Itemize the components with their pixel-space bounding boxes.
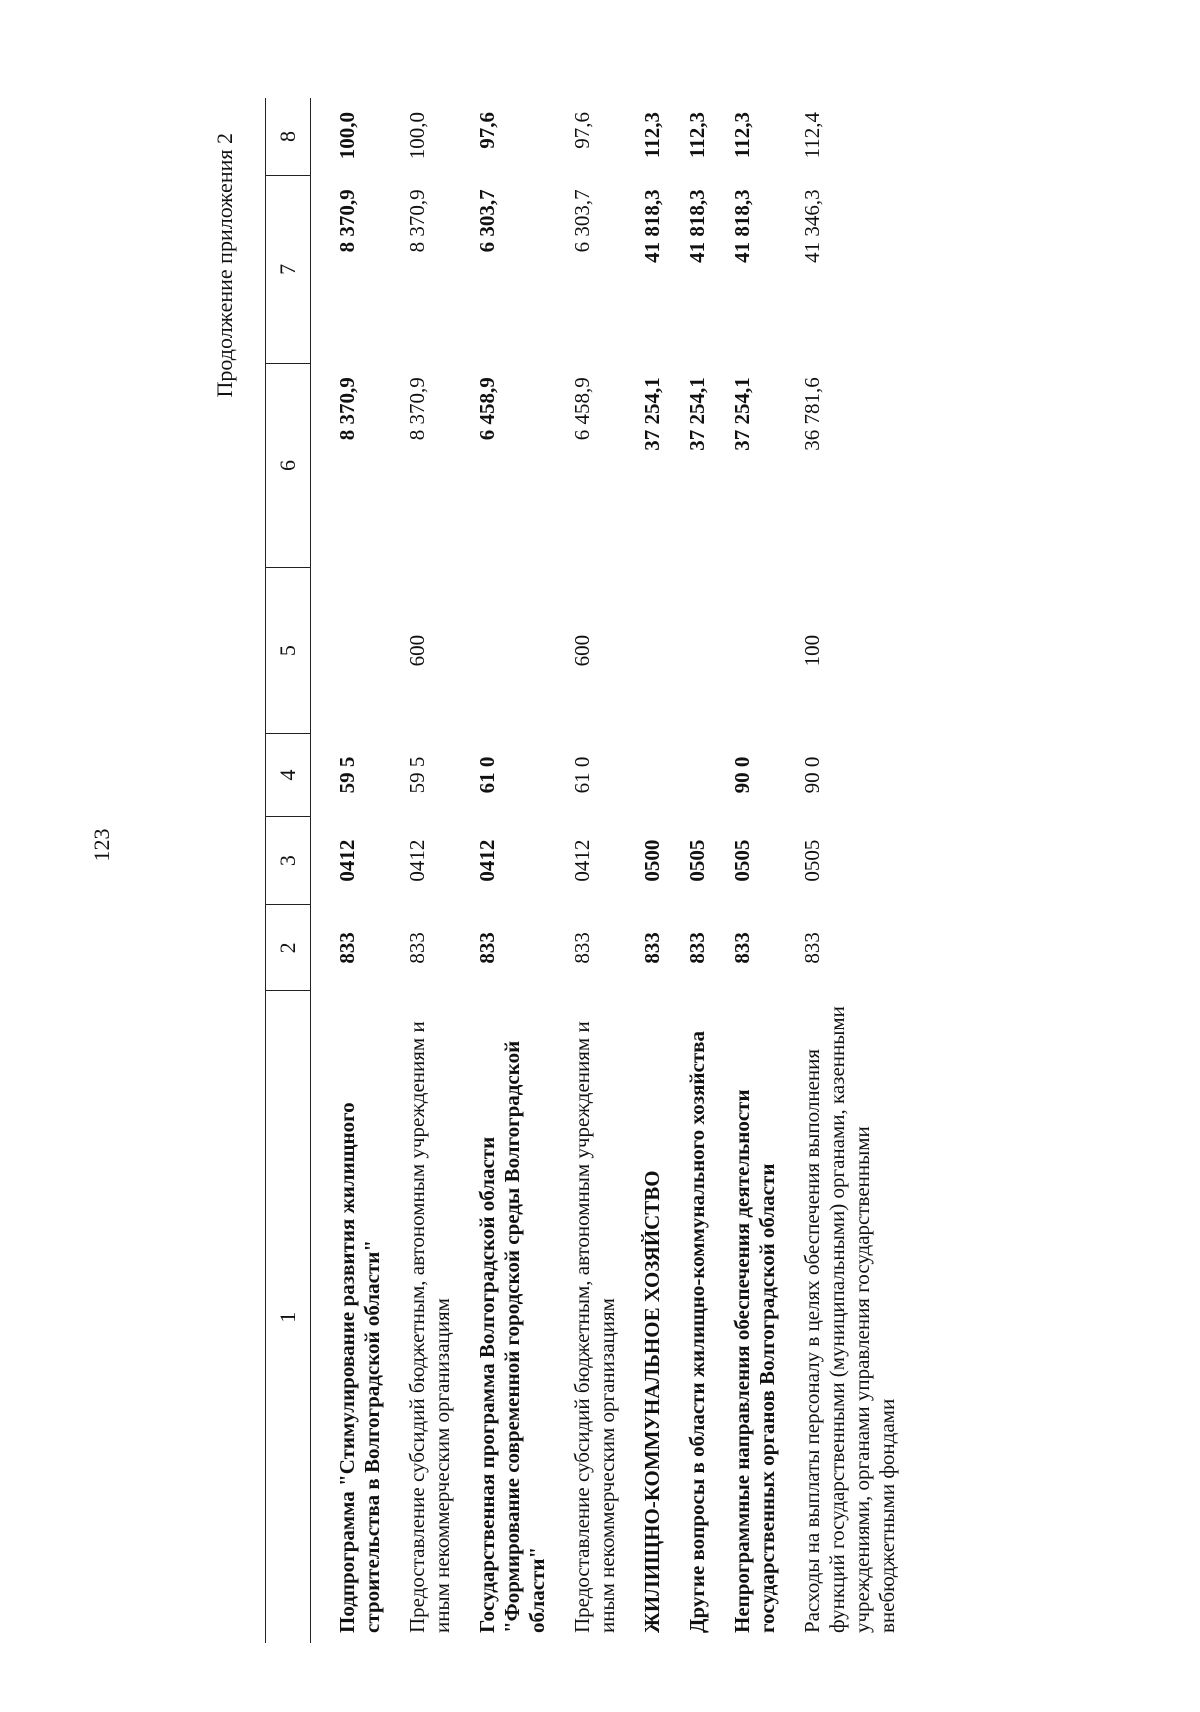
row-name-cell: Предоставление субсидий бюджетным, автономным учреждениям и иным некоммерческим организациям — [570, 1021, 619, 1633]
cell-execution-percent: 112,4 — [800, 112, 824, 159]
cell-executed-amount: 6 303,7 — [570, 189, 594, 253]
cell-planned-amount: 6 458,9 — [475, 377, 499, 441]
row-name-cell: ЖИЛИЩНО-КОММУНАЛЬНОЕ ХОЗЯЙСТВО — [640, 1170, 664, 1633]
column-header: 8 — [266, 98, 311, 175]
cell-planned-amount: 36 781,6 — [800, 377, 824, 451]
cell-planned-amount: 6 458,9 — [570, 377, 594, 441]
cell-target-article: 90 0 — [730, 756, 754, 794]
cell-target-article — [677, 734, 722, 817]
row-name-cell: Непрограммные направления обеспечения деятельности государственных органов Волгоградской области — [730, 1089, 779, 1633]
cell-target-article: 59 5 — [335, 756, 359, 794]
table-row — [632, 98, 677, 1643]
cell-ministry-code: 833 — [405, 932, 429, 964]
cell-planned-amount: 8 370,9 — [335, 377, 359, 441]
table-row — [562, 98, 632, 1643]
cell-section-code: 0412 — [335, 839, 359, 882]
rotated-table-sheet — [195, 93, 955, 1643]
row-name-cell: Государственная программа Волгоградской области "Формирование современной городской среды Волгоградской области" — [475, 1040, 549, 1633]
continuation-label: Продолжение приложения 2 — [212, 133, 237, 398]
column-header: 5 — [266, 568, 311, 734]
cell-expense-type: 600 — [405, 634, 429, 667]
table-row — [467, 98, 562, 1643]
cell-section-code: 0412 — [475, 839, 499, 882]
column-header: 1 — [266, 991, 311, 1643]
cell-target-article: 59 5 — [405, 756, 429, 794]
cell-section-code: 0412 — [570, 839, 594, 882]
cell-target-article: 61 0 — [475, 756, 499, 794]
cell-section-code: 0500 — [640, 839, 664, 882]
cell-expense-type — [311, 568, 398, 734]
cell-planned-amount: 37 254,1 — [730, 377, 754, 451]
cell-execution-percent: 100,0 — [335, 112, 359, 160]
cell-ministry-code: 833 — [570, 932, 594, 964]
cell-execution-percent: 112,3 — [640, 112, 664, 159]
row-name-cell: Подпрограмма "Стимулирование развития жилищного строительства в Волгоградской области" — [335, 1102, 384, 1633]
table-row — [722, 98, 792, 1643]
cell-expense-type: 600 — [570, 634, 594, 667]
cell-target-article: 61 0 — [570, 756, 594, 794]
cell-expense-type — [677, 568, 722, 734]
cell-execution-percent: 100,0 — [405, 112, 429, 160]
cell-executed-amount: 41 346,3 — [800, 189, 824, 263]
cell-executed-amount: 8 370,9 — [335, 189, 359, 253]
table-row — [792, 98, 912, 1643]
row-name-cell: Предоставление субсидий бюджетным, автономным учреждениям и иным некоммерческим организациям — [405, 1021, 454, 1633]
column-header: 7 — [266, 175, 311, 363]
cell-ministry-code: 833 — [640, 932, 664, 964]
cell-target-article — [632, 734, 677, 817]
table-row — [311, 98, 398, 1643]
cell-execution-percent: 112,3 — [685, 112, 709, 159]
cell-ministry-code: 833 — [475, 932, 499, 964]
cell-section-code: 0505 — [800, 839, 824, 882]
cell-executed-amount: 41 818,3 — [730, 189, 754, 263]
cell-execution-percent: 97,6 — [475, 112, 499, 149]
cell-expense-type: 100 — [800, 634, 824, 667]
table-row — [677, 98, 722, 1643]
cell-execution-percent: 97,6 — [570, 112, 594, 149]
table-row — [397, 98, 467, 1643]
cell-ministry-code: 833 — [685, 932, 709, 964]
cell-target-article: 90 0 — [800, 756, 824, 794]
column-header: 3 — [266, 816, 311, 904]
row-name-cell: Расходы на выплаты персоналу в целях обеспечения выполнения функций государственными (муниципальными) органами, казенными учреждениями, органами управления государственными внебюджетными фондами — [800, 1006, 899, 1633]
cell-planned-amount: 8 370,9 — [405, 377, 429, 441]
column-header: 6 — [266, 363, 311, 567]
cell-executed-amount: 41 818,3 — [685, 189, 709, 263]
cell-executed-amount: 6 303,7 — [475, 189, 499, 253]
page-number: 123 — [89, 828, 114, 862]
cell-expense-type — [467, 568, 562, 734]
cell-execution-percent: 112,3 — [730, 112, 754, 159]
row-name-cell: Другие вопросы в области жилищно-коммунального хозяйства — [685, 1030, 709, 1633]
cell-executed-amount: 41 818,3 — [640, 189, 664, 263]
cell-executed-amount: 8 370,9 — [405, 189, 429, 253]
cell-expense-type — [632, 568, 677, 734]
cell-section-code: 0505 — [685, 839, 709, 882]
cell-expense-type — [722, 568, 792, 734]
header-row — [266, 98, 311, 1643]
column-header: 2 — [266, 905, 311, 991]
cell-planned-amount: 37 254,1 — [685, 377, 709, 451]
column-header: 4 — [266, 734, 311, 817]
cell-ministry-code: 833 — [800, 932, 824, 964]
budget-table — [265, 98, 912, 1643]
cell-ministry-code: 833 — [730, 932, 754, 964]
cell-section-code: 0412 — [405, 839, 429, 882]
cell-section-code: 0505 — [730, 839, 754, 882]
cell-planned-amount: 37 254,1 — [640, 377, 664, 451]
cell-ministry-code: 833 — [335, 932, 359, 964]
